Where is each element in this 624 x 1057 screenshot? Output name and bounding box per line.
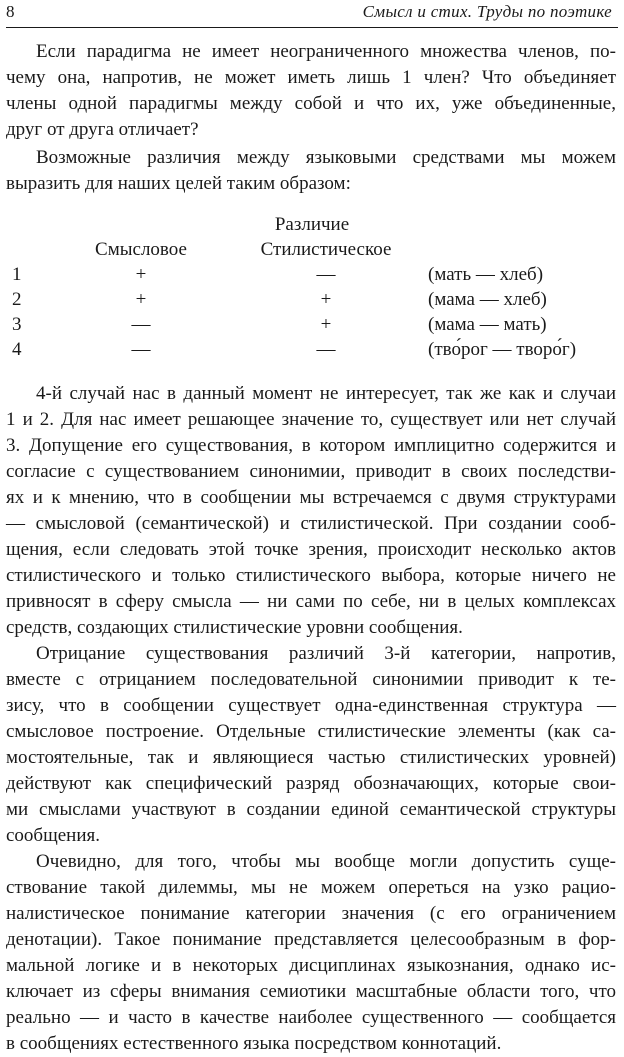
text-line: действуют как специфический разряд обозначающих, которые свои- <box>6 773 616 794</box>
text-line: мальной логике и в некоторых дисциплинах языкознания, однако ис- <box>6 955 616 976</box>
text-line: реально — и часто в качестве наиболее существенного — сообщается <box>6 1007 616 1028</box>
text-line: члены одной парадигмы между собой и что их, уже объединенные, <box>6 93 616 114</box>
text-line: согласие с существованием синонимии, приводит в своих последстви- <box>6 461 616 482</box>
table-cell-example: (мама — хлеб) <box>428 289 547 310</box>
text-line: в сообщениях естественного языка посредством коннотаций. <box>6 1033 502 1054</box>
table-cell-example: (мать — хлеб) <box>428 264 544 285</box>
table-cell-semantic: — <box>131 339 151 360</box>
text-line: привносят в сферу смысла — ни сами по себе, ни в целых комплексах <box>6 591 616 612</box>
paragraph-2 <box>6 145 616 197</box>
table-cell-stylistic: — <box>316 339 336 360</box>
text-line: друг от друга отличает? <box>6 119 199 140</box>
table-row-number: 1 <box>12 264 22 285</box>
text-line: чему она, напротив, не может иметь лишь 1 член? Что объединяет <box>6 67 616 88</box>
table-row-number: 3 <box>12 314 22 335</box>
header-rule <box>6 27 618 28</box>
paragraph-3 <box>6 381 616 641</box>
table-cell-stylistic: — <box>316 264 336 285</box>
page-number: 8 <box>6 2 15 21</box>
table-cell-semantic: — <box>131 314 151 335</box>
text-line: мостоятельные, так и являющиеся частью стилистических уровней) <box>6 747 616 768</box>
running-title: Смысл и стих. Труды по поэтике <box>362 2 612 21</box>
text-line: ключает из сферы внимания семиотики масштабные области того, что <box>6 981 616 1002</box>
paragraph-1 <box>6 39 616 143</box>
text-line: налистическое понимание категории значения (с его ограничением <box>6 903 616 924</box>
text-line: 1 и 2. Для нас имеет решающее значение то, существует или нет случай <box>6 409 616 430</box>
table-cell-example: (тво́рог — творо́г) <box>428 339 577 360</box>
table-cell-semantic: + <box>135 289 147 310</box>
table-row-number: 2 <box>12 289 22 310</box>
text-line: зису, что в сообщении существует одна-единственная структура — <box>6 695 616 716</box>
table-row-number: 4 <box>12 339 22 360</box>
text-line: сообщения. <box>6 825 100 846</box>
text-line: Очевидно, для того, чтобы мы вообще могли допустить суще- <box>36 851 616 872</box>
text-line: 3. Допущение его существования, в котором имплицитно содержится и <box>6 435 616 456</box>
table-header-stylistic: Стилистическое <box>260 239 392 260</box>
text-line: денотации). Такое понимание представляется целесообразным в фор- <box>6 929 616 950</box>
text-line: ми смыслами участвуют в создании единой семантической структуры <box>6 799 616 820</box>
table-cell-example: (мама — мать) <box>428 314 547 335</box>
text-line: средств, создающих стилистические уровни сообщения. <box>6 617 463 638</box>
table-cell-stylistic: + <box>320 314 332 335</box>
text-line: ях и к мнению, что в сообщении мы встречаемся с двумя структурами <box>6 487 616 508</box>
text-line: смысловое построение. Отдельные стилистические элементы (как са- <box>6 721 616 742</box>
text-line: Отрицание существования различий 3-й категории, напротив, <box>36 643 616 664</box>
text-line: Возможные различия между языковыми средствами мы можем <box>36 147 616 168</box>
text-line: 4-й случай нас в данный момент не интересует, так же как и случаи <box>36 383 616 404</box>
text-line: стилистического и только стилистического выбора, которые ничего не <box>6 565 616 586</box>
table-cell-stylistic: + <box>320 289 332 310</box>
table-cell-semantic: + <box>135 264 147 285</box>
text-line: Если парадигма не имеет неограниченного множества членов, по- <box>36 41 616 62</box>
text-line: — смысловой (семантической) и стилистической. При создании сооб- <box>6 513 616 534</box>
paragraph-4 <box>6 641 616 849</box>
table-header-semantic: Смысловое <box>95 239 187 260</box>
text-line: вместе с отрицанием последовательной синонимии приводит к те- <box>6 669 616 690</box>
text-line: выразить для наших целей таким образом: <box>6 173 351 194</box>
paragraph-5 <box>6 849 616 1057</box>
text-line: щения, если следовать этой точке зрения, происходит несколько актов <box>6 539 616 560</box>
text-line: ствование такой дилеммы, мы не можем опереться на узко рацио- <box>6 877 616 898</box>
page-header <box>6 2 612 24</box>
table-group-header: Различие <box>274 214 350 235</box>
